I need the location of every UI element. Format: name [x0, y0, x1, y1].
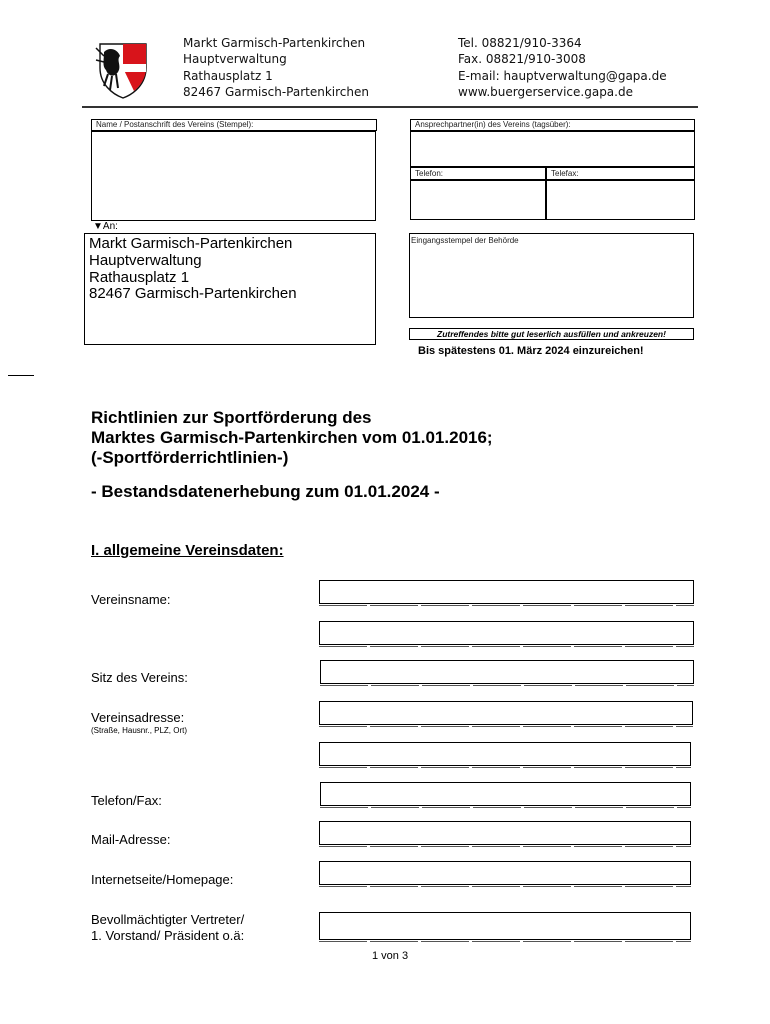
header-phone: Tel. 08821/910-3364 — [458, 36, 582, 50]
document-subtitle: - Bestandsdatenerhebung zum 01.01.2024 - — [91, 482, 440, 501]
contact-label-box — [410, 119, 695, 131]
mail-label: Mail-Adresse: — [91, 832, 171, 847]
telefon-field[interactable] — [410, 180, 546, 220]
field-underline — [319, 605, 694, 606]
header-address-line: Rathausplatz 1 — [183, 68, 273, 83]
telefax-label-box — [546, 167, 695, 180]
field-underline — [319, 726, 693, 727]
page-number: 1 von 3 — [372, 950, 409, 962]
mail-field[interactable] — [319, 821, 691, 845]
section-heading: I. allgemeine Vereinsdaten: — [91, 542, 284, 559]
vereinsname-field-2[interactable] — [319, 621, 694, 645]
vertreter-field[interactable] — [319, 912, 691, 940]
header-website[interactable]: www.buergerservice.gapa.de — [458, 84, 633, 99]
vertreter-label-line-1: Bevollmächtigter Vertreter/ — [91, 912, 245, 927]
recipient-line: Hauptverwaltung — [89, 251, 202, 269]
contact-label: Ansprechpartner(in) des Vereins (tagsüber): — [415, 120, 571, 129]
telefon-fax-field[interactable] — [320, 782, 691, 806]
homepage-field[interactable] — [319, 861, 691, 885]
deadline-text: Bis spätestens 01. März 2024 einzureichen! — [418, 345, 644, 357]
vertreter-label-line-2: 1. Vorstand/ Präsident o.ä: — [91, 928, 245, 943]
telefax-field[interactable] — [546, 180, 695, 220]
adresse-field-2[interactable] — [319, 742, 691, 766]
field-underline — [320, 807, 691, 808]
instruction-text: Zutreffendes bitte gut leserlich ausfüllen und ankreuzen! — [437, 329, 666, 339]
vereinsname-label: Vereinsname: — [91, 592, 171, 607]
document-title-line-2: Marktes Garmisch-Partenkirchen vom 01.01.2016; — [91, 428, 493, 447]
header-address-line: 82467 Garmisch-Partenkirchen — [183, 84, 369, 99]
telefon-label: Telefon: — [415, 169, 444, 178]
header-address — [183, 35, 369, 100]
contact-person-field[interactable] — [410, 131, 695, 167]
field-underline — [320, 685, 694, 686]
recipient-line: 82467 Garmisch-Partenkirchen — [89, 285, 297, 303]
header-contact — [458, 35, 667, 100]
field-underline — [319, 767, 691, 768]
telefon-label-box — [410, 167, 546, 180]
header-fax: Fax. 08821/910-3008 — [458, 52, 586, 67]
document-title-line-3: (-Sportförderrichtlinien-) — [91, 448, 289, 467]
receipt-stamp-label: Eingangsstempel der Behörde — [411, 236, 519, 245]
field-underline — [319, 941, 691, 942]
name-label-box — [91, 119, 377, 131]
vereinsname-field[interactable] — [319, 580, 694, 604]
sitz-field[interactable] — [320, 660, 694, 684]
club-name-stamp-field[interactable] — [91, 131, 376, 221]
instruction-box — [409, 328, 694, 340]
name-label: Name / Postanschrift des Vereins (Stempel): — [96, 120, 254, 129]
municipal-crest — [92, 38, 154, 100]
receipt-stamp-box — [409, 233, 694, 318]
telefon-fax-label: Telefon/Fax: — [91, 793, 162, 808]
header-email[interactable]: E-mail: hauptverwaltung@gapa.de — [458, 68, 667, 83]
recipient-line: Markt Garmisch-Partenkirchen — [89, 235, 293, 252]
field-underline — [319, 886, 691, 887]
adresse-hint: (Straße, Hausnr., PLZ, Ort) — [91, 726, 188, 735]
field-underline — [319, 646, 694, 647]
adresse-label: Vereinsadresse: — [91, 710, 185, 725]
document-title-line-1: Richtlinien zur Sportförderung des — [91, 408, 372, 427]
sitz-label: Sitz des Vereins: — [91, 670, 188, 685]
recipient-line: Rathausplatz 1 — [89, 268, 190, 286]
margin-fold-mark — [8, 375, 34, 376]
header-address-line: Markt Garmisch-Partenkirchen — [183, 36, 366, 50]
homepage-label: Internetseite/Homepage: — [91, 872, 234, 887]
an-label: ▼An: — [93, 221, 118, 232]
recipient-address-box — [84, 233, 376, 345]
field-underline — [319, 846, 691, 847]
header-address-line: Hauptverwaltung — [183, 52, 287, 67]
telefax-label: Telefax: — [551, 169, 579, 178]
header-rule — [82, 106, 698, 108]
adresse-field[interactable] — [319, 701, 693, 725]
